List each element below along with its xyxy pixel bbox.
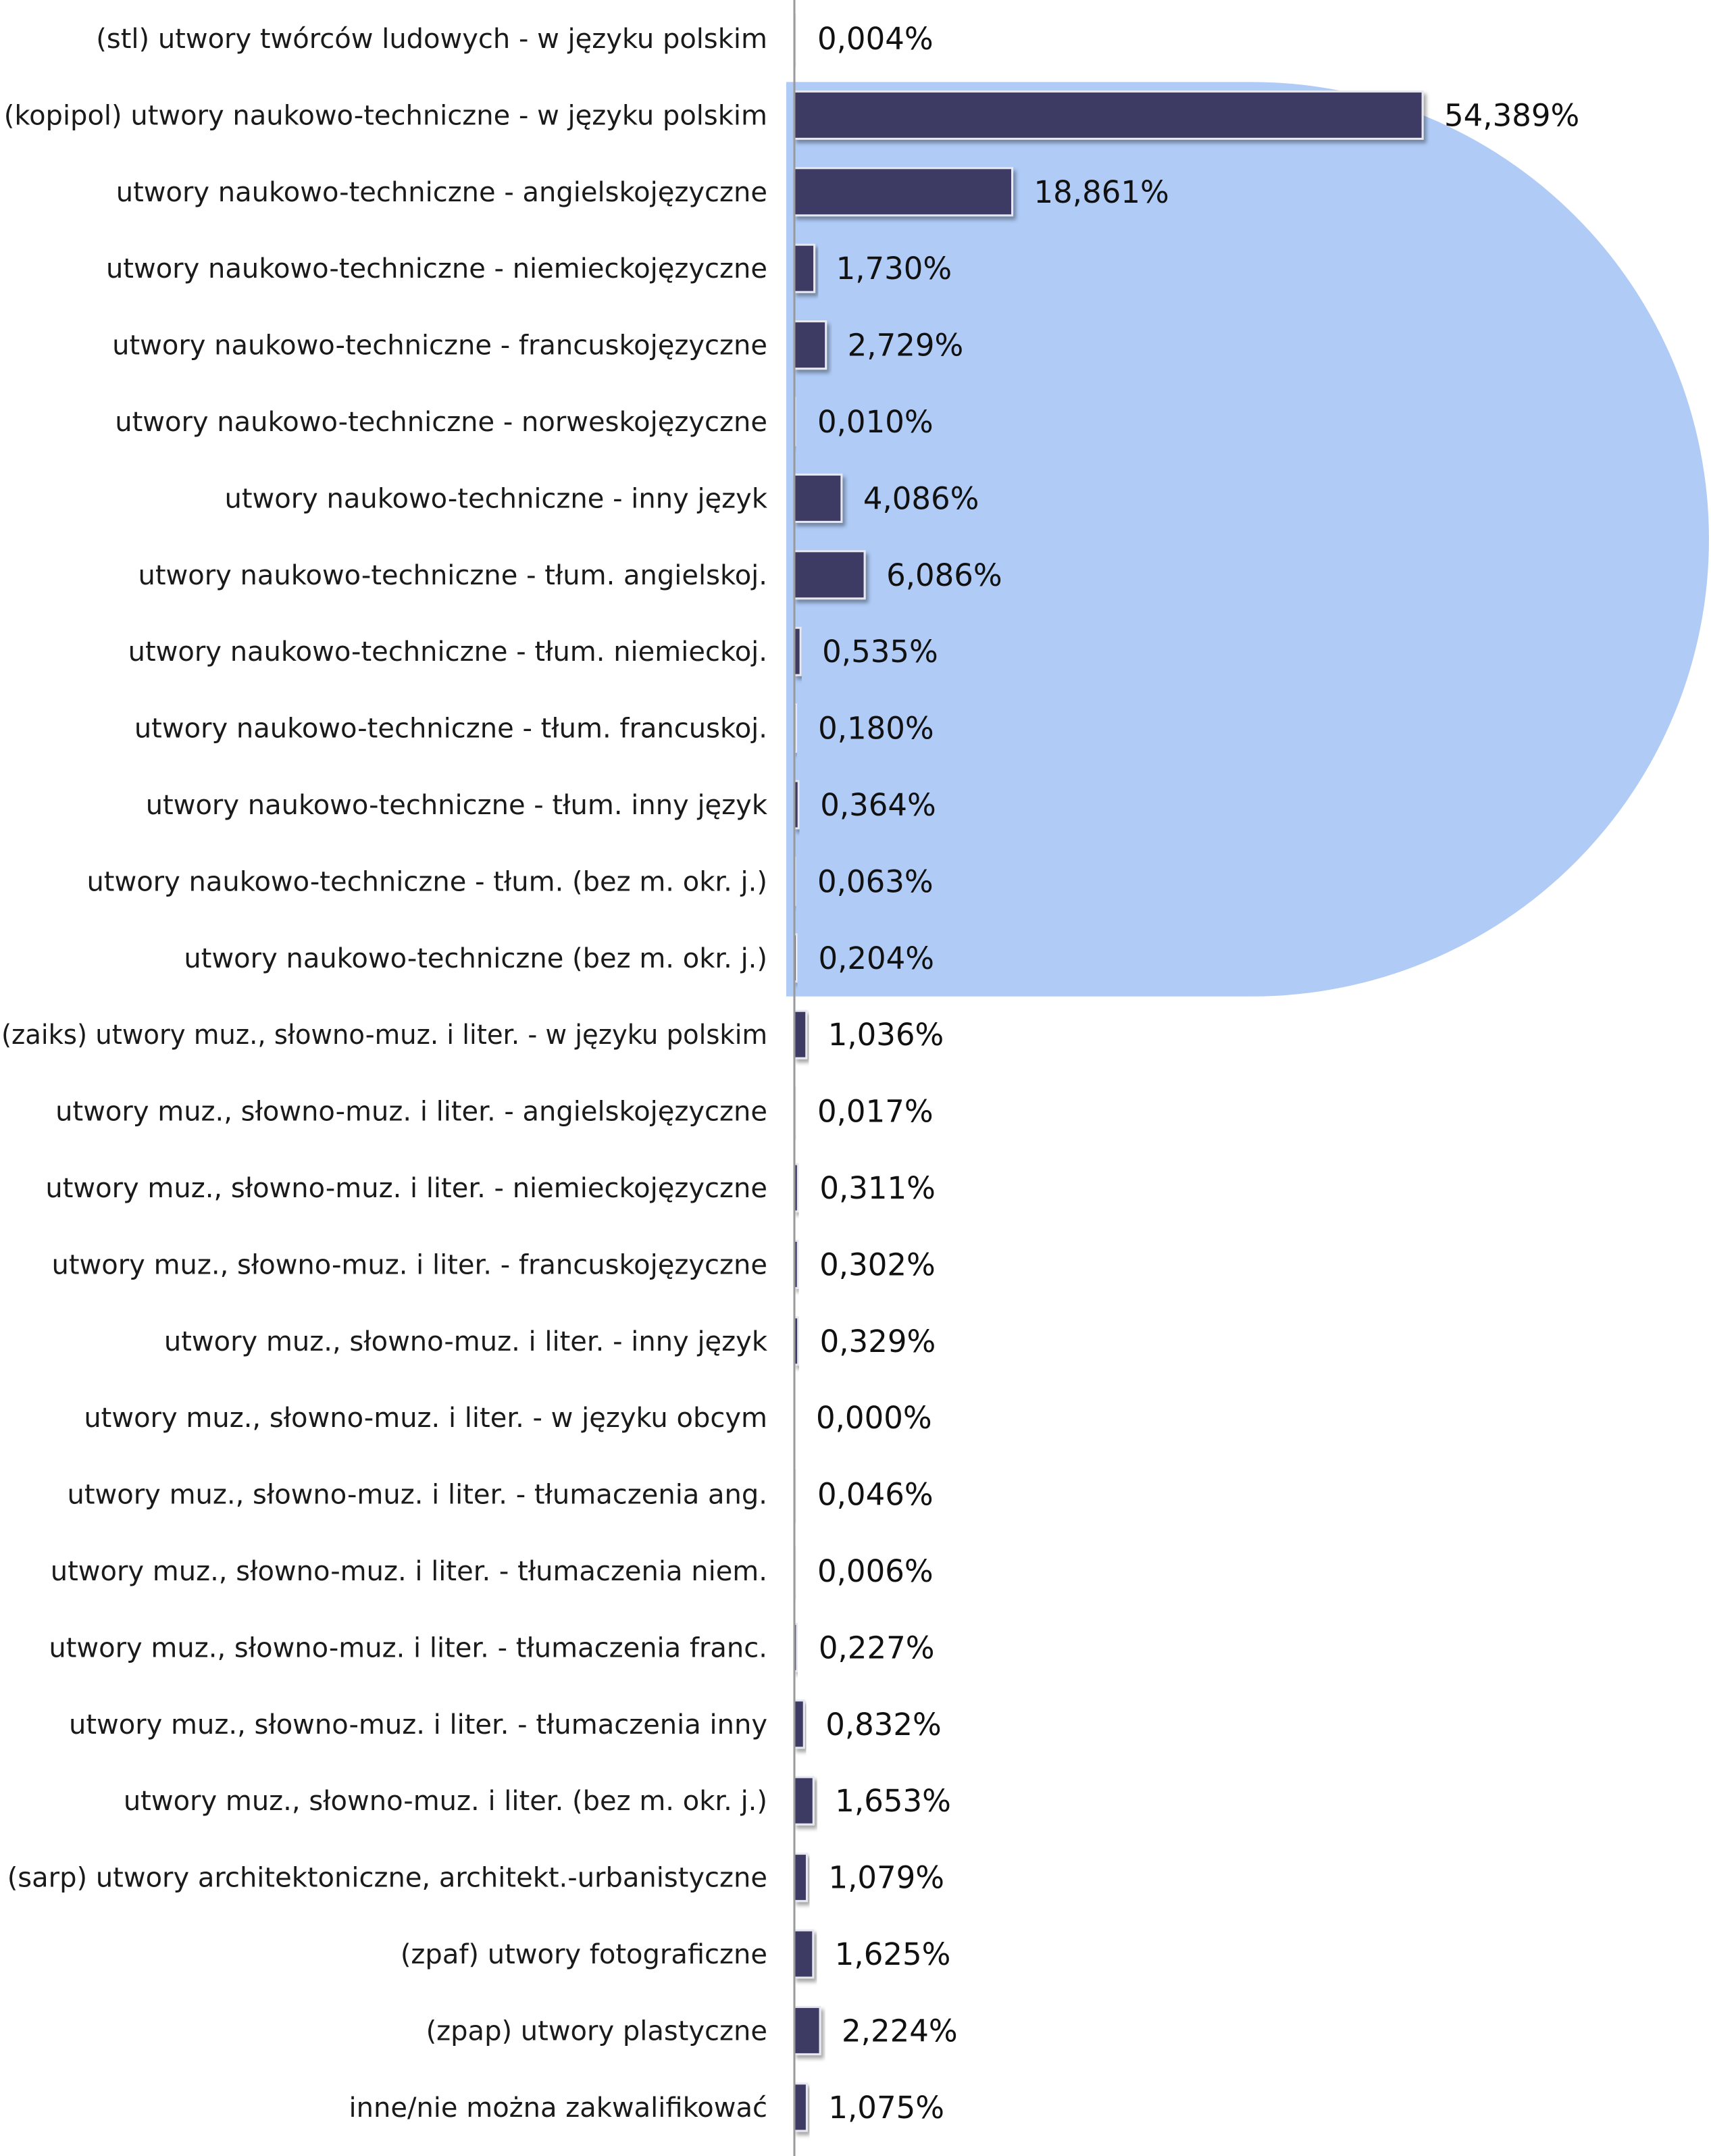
category-label: (zpap) utwory plastyczne — [426, 2015, 767, 2047]
value-label: 1,730% — [836, 251, 952, 287]
bar — [794, 1930, 813, 1978]
category-label: utwory naukowo-techniczne - angielskojęzyczne — [116, 176, 767, 208]
value-label: 1,079% — [828, 1859, 945, 1896]
category-label: utwory muz., słowno-muz. i liter. (bez m. okr. j.) — [123, 1786, 767, 1817]
category-label: (zaiks) utwory muz., słowno-muz. i liter. - w języku polskim — [1, 1020, 767, 1051]
value-label: 2,224% — [842, 2013, 958, 2049]
value-label: 0,180% — [818, 710, 934, 747]
value-label: 0,364% — [820, 787, 936, 823]
value-label: 1,036% — [827, 1017, 944, 1053]
bar — [794, 322, 826, 369]
category-label: inne/nie można zakwalifikować — [349, 2092, 767, 2124]
value-label: 18,861% — [1033, 174, 1169, 210]
category-label: utwory naukowo-techniczne - inny język — [224, 483, 767, 515]
value-label: 0,302% — [819, 1247, 936, 1283]
category-label: utwory naukowo-techniczne - tłum. inny język — [145, 790, 767, 821]
value-label: 4,086% — [863, 480, 979, 517]
value-label: 0,063% — [817, 863, 934, 900]
category-label: utwory naukowo-techniczne - norweskojęzyczne — [115, 407, 767, 438]
category-label: utwory naukowo-techniczne - niemieckojęzyczne — [105, 253, 767, 285]
value-label: 0,046% — [817, 1476, 934, 1513]
category-label: (sarp) utwory architektoniczne, architekt.-urbanistyczne — [7, 1862, 767, 1894]
value-label: 6,086% — [886, 557, 1002, 593]
bar — [794, 2007, 820, 2054]
bar — [794, 91, 1423, 139]
category-labels — [1, 24, 768, 2124]
category-label: utwory muz., słowno-muz. i liter. - francuskojęzyczne — [51, 1249, 767, 1281]
category-label: utwory muz., słowno-muz. i liter. - angielskojęzyczne — [55, 1096, 767, 1128]
category-label: utwory naukowo-techniczne - francuskojęzyczne — [112, 330, 767, 361]
category-label: utwory muz., słowno-muz. i liter. - inny język — [163, 1326, 767, 1357]
value-label: 0,832% — [825, 1706, 942, 1743]
category-label: utwory muz., słowno-muz. i liter. - w języku obcym — [84, 1403, 767, 1434]
category-label: utwory muz., słowno-muz. i liter. - tłumaczenia ang. — [67, 1479, 767, 1511]
value-label: 0,227% — [818, 1630, 935, 1666]
value-label: 0,004% — [817, 21, 934, 57]
value-label: 0,010% — [817, 404, 934, 440]
category-label: utwory naukowo-techniczne (bez m. okr. j.) — [184, 943, 767, 974]
value-label: 0,006% — [817, 1553, 934, 1589]
value-label: 2,729% — [847, 327, 964, 363]
bar — [794, 1777, 813, 1824]
bar — [794, 2084, 807, 2131]
category-label: utwory muz., słowno-muz. i liter. - niemieckojęzyczne — [45, 1173, 767, 1204]
value-label: 0,535% — [822, 634, 938, 670]
value-label: 0,329% — [819, 1323, 936, 1359]
category-label: utwory muz., słowno-muz. i liter. - tłumaczenia inny — [68, 1709, 767, 1740]
value-label: 0,000% — [816, 1400, 932, 1436]
bar — [794, 474, 842, 522]
value-label: 0,204% — [818, 940, 935, 976]
bar — [794, 1854, 807, 1901]
value-label: 1,075% — [828, 2089, 944, 2126]
bar — [794, 168, 1013, 216]
highlight-shape — [786, 82, 1709, 996]
category-label: utwory naukowo-techniczne - tłum. angielskoj. — [138, 559, 767, 591]
category-label: (stl) utwory twórców ludowych - w języku polskim — [96, 24, 767, 55]
category-label: utwory naukowo-techniczne - tłum. niemieckoj. — [128, 636, 767, 668]
value-label: 0,017% — [817, 1093, 934, 1130]
category-label: utwory naukowo-techniczne - tłum. francuskoj. — [134, 713, 767, 745]
bar — [794, 1701, 804, 1748]
bar — [794, 551, 865, 599]
category-label: utwory naukowo-techniczne - tłum. (bez m. okr. j.) — [86, 866, 767, 898]
category-label: utwory muz., słowno-muz. i liter. - tłumaczenia franc. — [49, 1632, 767, 1664]
value-label: 54,389% — [1444, 97, 1580, 134]
category-label: (zpaf) utwory fotograficzne — [400, 1939, 767, 1970]
value-label: 1,625% — [834, 1936, 951, 1972]
bar — [794, 245, 815, 292]
category-label: utwory muz., słowno-muz. i liter. - tłumaczenia niem. — [50, 1556, 767, 1587]
value-label: 1,653% — [835, 1783, 951, 1820]
bar — [794, 1011, 807, 1058]
category-label: (kopipol) utwory naukowo-techniczne - w języku polskim — [3, 100, 767, 132]
value-label: 0,311% — [819, 1170, 936, 1206]
